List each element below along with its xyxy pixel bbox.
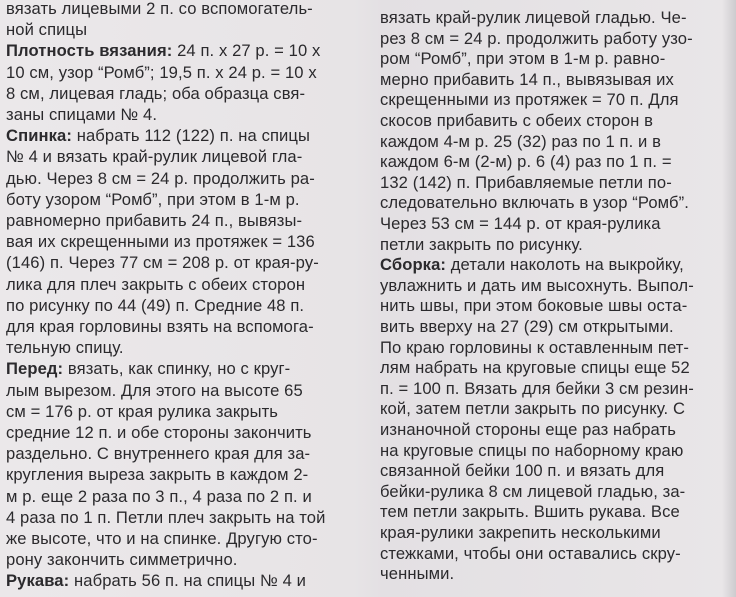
text-line — [6, 571, 306, 590]
text-line — [380, 173, 672, 192]
line-text: мерно прибавить 14 п., вывязывая их — [380, 70, 674, 89]
line-text: равномерно прибавить 24 п., вывязы- — [6, 211, 303, 230]
text-line — [380, 502, 680, 521]
text-line — [380, 132, 661, 151]
text-line — [380, 29, 693, 48]
line-text: кой, затем петли закрыть по рисунку. С — [380, 399, 686, 418]
line-text: детали наколоть на выкройку, — [446, 255, 684, 274]
line-text: дью. Через 8 см = 24 р. продолжить ра- — [6, 169, 315, 188]
section-heading: Сборка: — [380, 255, 447, 274]
line-text: (146) п. Через 77 см = 208 р. от края-ру- — [6, 253, 319, 272]
line-text: 8 см, лицевая гладь; оба образца свя- — [6, 84, 306, 103]
line-text: увлажнить и дать им высохнуть. Выпол- — [380, 276, 694, 295]
text-line — [380, 564, 454, 583]
text-line — [6, 402, 278, 421]
line-text: 4 раза по 1 п. Петли плеч закрыть на той — [6, 508, 326, 527]
line-text: п. = 100 п. Вязать для бейки 3 см резин- — [380, 379, 694, 398]
section-heading: Плотность вязания: — [6, 41, 173, 60]
text-line — [380, 152, 672, 171]
line-text: см = 176 р. от края рулика закрыть — [6, 402, 279, 421]
text-line — [6, 84, 305, 103]
line-text: По краю горловины к оставленным пет- — [380, 338, 690, 357]
text-line — [380, 358, 690, 377]
text-line — [380, 317, 674, 336]
text-line — [6, 508, 325, 527]
text-line — [380, 441, 683, 460]
text-line — [380, 8, 687, 27]
text-line — [380, 296, 687, 315]
text-line — [6, 126, 310, 145]
line-text: изнаночной стороны еще раз набрать — [380, 420, 676, 439]
section-heading: Спинка: — [6, 126, 72, 145]
text-line — [6, 169, 315, 188]
line-text: скрещенными из протяжек = 70 п. Для — [380, 90, 679, 109]
text-line — [6, 444, 310, 463]
section-heading: Рукава: — [6, 571, 70, 590]
text-line — [380, 235, 583, 254]
text-line — [6, 253, 319, 272]
text-line — [6, 275, 305, 294]
text-line — [6, 359, 290, 378]
line-text: набрать 56 п. на спицы № 4 и — [69, 571, 307, 590]
line-text: рез 8 см = 24 р. продолжить работу узо- — [380, 29, 693, 48]
line-text: лям набрать на круговые спицы еще 52 — [380, 358, 690, 377]
line-text: на круговые спицы по наборному краю — [380, 441, 684, 460]
text-line — [6, 381, 303, 400]
line-text: скосов прибавить с обеих сторон в — [380, 111, 654, 130]
text-line — [6, 296, 304, 315]
text-line — [380, 482, 685, 501]
line-text: нить швы, при этом боковые швы оста- — [380, 296, 688, 315]
line-text: средние 12 п. и обе стороны закончить — [6, 423, 312, 442]
line-text: петли закрыть по рисунку. — [380, 235, 583, 254]
text-line — [6, 41, 320, 60]
line-text: вить вверху на 27 (29) см открытыми. — [380, 317, 674, 336]
text-line — [6, 465, 308, 484]
text-line — [380, 399, 685, 418]
line-text: лика для плеч закрыть с обеих сторон — [6, 275, 306, 294]
text-line — [380, 379, 694, 398]
text-line — [6, 147, 302, 166]
text-line — [6, 338, 124, 357]
line-text: края-рулики закрепить несколькими — [380, 523, 661, 542]
text-line — [6, 63, 317, 82]
text-line — [380, 193, 689, 212]
line-text: лым вырезом. Для этого на высоте 65 — [6, 381, 303, 400]
text-line — [6, 529, 318, 548]
text-line — [380, 90, 679, 109]
line-text: Через 53 см = 144 р. от края-рулика — [380, 214, 661, 233]
line-text: рону закончить симметрично. — [6, 550, 238, 569]
text-line — [380, 255, 684, 274]
text-line — [6, 423, 312, 442]
text-line — [380, 214, 661, 233]
text-line — [380, 111, 653, 130]
text-line — [6, 550, 237, 569]
text-line — [6, 105, 157, 124]
line-text: вая их скрещенными из протяжек = 136 — [6, 232, 315, 251]
line-text: ченными. — [380, 564, 455, 583]
text-line — [380, 420, 676, 439]
line-text: раздельно. С внутреннего края для за- — [6, 444, 311, 463]
text-line — [380, 49, 665, 68]
line-text: стежками, чтобы они оставались скру- — [380, 544, 681, 563]
line-text: вязать лицевыми 2 п. со вспомогатель- — [6, 0, 313, 18]
line-text: по рисунку по 44 (49) п. Средние 48 п. — [6, 296, 305, 315]
line-text: м р. еще 2 раза по 3 п., 4 раза по 2 п. и — [6, 487, 312, 506]
line-text: связанной бейки 100 п. и вязать для — [380, 461, 665, 480]
line-text: 10 см, узор “Ромб”; 19,5 п. х 24 р. = 10 х — [6, 63, 317, 82]
line-text: заны спицами № 4. — [6, 105, 158, 124]
text-line — [6, 211, 302, 230]
line-text: каждом 4-м р. 25 (32) раз по 1 п. и в — [380, 132, 662, 151]
text-line — [6, 0, 313, 18]
line-text: № 4 и вязать край-рулик лицевой гла- — [6, 147, 303, 166]
page-edge-shadow — [722, 0, 736, 597]
text-line — [380, 276, 694, 295]
line-text: набрать 112 (122) п. на спицы — [72, 126, 311, 145]
text-line — [380, 338, 689, 357]
text-line — [380, 544, 681, 563]
text-line — [6, 232, 315, 251]
line-text: бейки-рулика 8 см лицевой гладью, за- — [380, 482, 686, 501]
section-heading: Перед: — [6, 359, 64, 378]
line-text: для края горловины взять на вспомога- — [6, 317, 314, 336]
line-text: каждом 6-м (2-м) р. 6 (4) раз по 1 п. = — [380, 152, 672, 171]
line-text: ром “Ромб”, при этом в 1-м р. равно- — [380, 49, 666, 68]
line-text: вязать край-рулик лицевой гладью. Че- — [380, 8, 687, 27]
line-text: следовательно включать в узор “Ромб”. — [380, 193, 689, 212]
line-text: боту узором “Ромб”, при этом в 1-м р. — [6, 190, 300, 209]
text-line — [380, 523, 661, 542]
line-text: ной спицы — [6, 20, 88, 39]
line-text: кругления выреза закрыть в каждом 2- — [6, 465, 309, 484]
line-text: 132 (142) п. Прибавляемые петли по- — [380, 173, 672, 192]
line-text: же высоте, что и на спинке. Другую сто- — [6, 529, 318, 548]
text-line — [380, 461, 664, 480]
text-line — [380, 70, 674, 89]
text-line — [6, 487, 312, 506]
line-text: вязать, как спинку, но с круг- — [63, 359, 291, 378]
line-text: 24 п. х 27 р. = 10 х — [172, 41, 321, 60]
line-text: тем петли закрыть. Вшить рукава. Все — [380, 502, 680, 521]
text-line — [6, 317, 314, 336]
line-text: тельную спицу. — [6, 338, 124, 357]
text-line — [6, 190, 300, 209]
text-line — [6, 20, 87, 39]
